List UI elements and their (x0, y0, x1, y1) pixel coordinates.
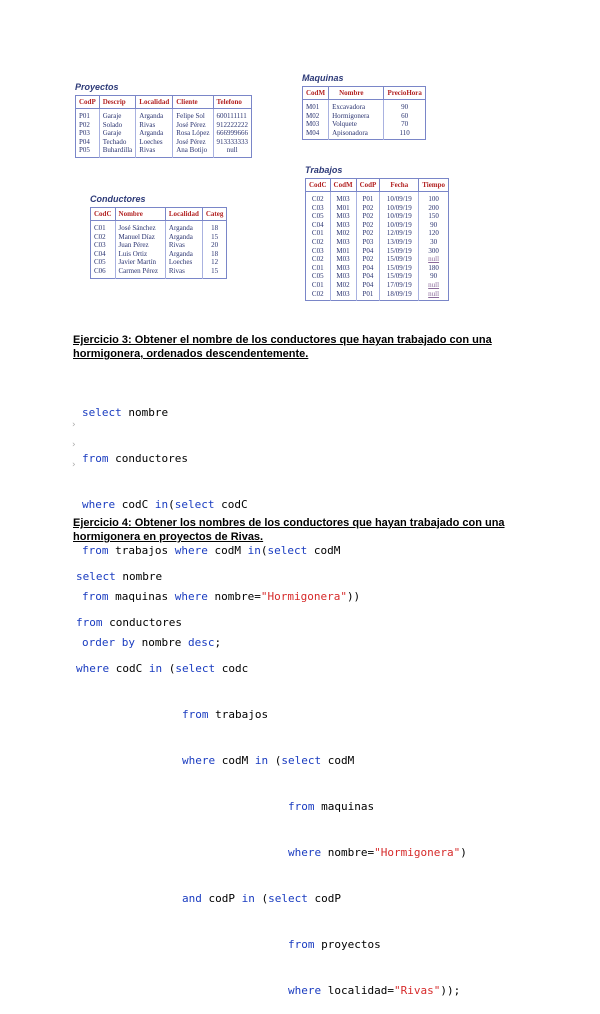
gutter-marker: › (72, 420, 76, 430)
table-cell: Garaje (99, 129, 136, 138)
table-row (76, 138, 252, 147)
table-cell: 20 (211, 241, 219, 250)
table-header-row (306, 179, 449, 192)
table-conductores (90, 194, 227, 279)
column-header: CodP (76, 96, 100, 109)
table-cell: Buhardilla (99, 146, 136, 157)
table-cell: M03 (330, 221, 356, 230)
table-cell: 90 (430, 220, 438, 229)
table-cell: 18 (211, 224, 219, 232)
code-line: order by nombre desc; (82, 636, 222, 649)
column-header: Tiempo (419, 179, 449, 192)
table-row (91, 233, 227, 242)
table-cell: C05 (306, 272, 331, 281)
column-header: Nombre (115, 208, 165, 221)
table-cell: P03 (356, 238, 380, 247)
table-cell: Javier Martín (115, 258, 165, 267)
table-cell: M03 (330, 290, 356, 301)
table-cell: P03 (76, 129, 100, 138)
table-cell: C04 (306, 221, 331, 230)
table-row (306, 247, 449, 256)
table-cell: M01 (303, 100, 329, 112)
exercise-3-heading: Ejercicio 3: Obtener el nombre de los conductores que hayan trabajado con una hormigonera, ordenados descendentemente. (73, 334, 492, 360)
column-header: Categ (202, 208, 227, 221)
table-cell: M03 (330, 272, 356, 281)
column-header: Fecha (380, 179, 419, 192)
code-line: and codP in (select codP (182, 892, 341, 905)
table-header-row (76, 96, 252, 109)
table-row (303, 120, 426, 129)
table-maquinas (302, 73, 426, 140)
table-title: Maquinas (302, 73, 344, 83)
table-proyectos (75, 82, 252, 158)
table-cell: 100 (428, 195, 439, 203)
table-cell: José Pérez (173, 121, 213, 130)
code-line: select nombre (76, 570, 163, 583)
column-header: Telefono (213, 96, 252, 109)
table-cell: Garaje (99, 109, 136, 121)
table-cell: M02 (303, 112, 329, 121)
table-cell: Rivas (136, 121, 173, 130)
table-cell: P04 (356, 264, 380, 273)
table-row (306, 281, 449, 290)
code-line: where codC in(select codC (82, 498, 248, 511)
table-header-row (303, 87, 426, 100)
column-header: Cliente (173, 96, 213, 109)
column-header: CodC (91, 208, 116, 221)
table-cell: Solado (99, 121, 136, 130)
table-cell: M02 (330, 281, 356, 290)
table-cell: P04 (356, 272, 380, 281)
table-cell: M01 (330, 204, 356, 213)
table-cell: Arganda (165, 233, 202, 242)
code-line: where codM in (select codM (182, 754, 355, 767)
table-cell: 912222222 (216, 120, 248, 129)
table-cell: 120 (428, 229, 439, 238)
column-header: Descrip (99, 96, 136, 109)
table-cell: 10/09/19 (380, 192, 419, 204)
table-cell: P01 (356, 290, 380, 301)
table-cell: M04 (303, 129, 329, 140)
code-line: from maquinas where nombre="Hormigonera")) (82, 590, 361, 603)
table-cell: 12 (211, 258, 219, 267)
table-cell: null (226, 146, 238, 155)
table-cell: P02 (356, 229, 380, 238)
table-cell: C05 (91, 258, 116, 267)
column-header: Nombre (329, 87, 384, 100)
table-row (306, 272, 449, 281)
table-cell: 200 (428, 203, 439, 212)
table-cell: P04 (356, 247, 380, 256)
table-cell: C03 (306, 247, 331, 256)
code-line: where nombre="Hormigonera") (288, 846, 467, 859)
table-cell: P04 (356, 281, 380, 290)
table-cell: C01 (306, 264, 331, 273)
table-cell: Hormigonera (329, 112, 384, 121)
table-cell: 13/09/19 (380, 238, 419, 247)
proyectos-table (75, 95, 252, 158)
table-title: Conductores (90, 194, 146, 204)
table-cell: M02 (330, 229, 356, 238)
table-cell: P02 (76, 121, 100, 130)
table-cell: 17/09/19 (380, 281, 419, 290)
table-row (306, 264, 449, 273)
table-cell: Rivas (165, 267, 202, 278)
table-cell: C02 (306, 290, 331, 301)
column-header: CodC (306, 179, 331, 192)
table-row (303, 112, 426, 121)
table-cell: null (428, 280, 440, 289)
table-row (76, 121, 252, 130)
table-cell: Ana Botijo (173, 146, 213, 157)
table-cell: 15 (211, 266, 219, 275)
table-cell: C02 (306, 192, 331, 204)
table-cell: 90 (430, 272, 438, 281)
table-cell: P01 (356, 192, 380, 204)
table-cell: Arganda (165, 221, 202, 233)
table-cell: C02 (306, 255, 331, 264)
table-cell: 60 (401, 111, 409, 120)
table-row (306, 229, 449, 238)
table-cell: Arganda (165, 250, 202, 259)
table-cell: P01 (76, 109, 100, 121)
table-cell: 15/09/19 (380, 247, 419, 256)
table-cell: P05 (76, 146, 100, 157)
table-cell: M03 (330, 255, 356, 264)
table-cell: Rivas (165, 241, 202, 250)
table-cell: M01 (330, 247, 356, 256)
table-cell: Rosa López (173, 129, 213, 138)
table-row (91, 267, 227, 278)
column-header: Localidad (165, 208, 202, 221)
table-cell: 18/09/19 (380, 290, 419, 301)
table-cell: C02 (91, 233, 116, 242)
table-row (76, 146, 252, 157)
table-cell: Manuel Díaz (115, 233, 165, 242)
table-row (306, 192, 449, 204)
table-cell: 12/09/19 (380, 229, 419, 238)
code-line: from trabajos (182, 708, 269, 721)
table-row (91, 221, 227, 233)
table-cell: 913333333 (216, 137, 248, 146)
table-cell: 10/09/19 (380, 221, 419, 230)
table-cell: 10/09/19 (380, 212, 419, 221)
code-line: where localidad="Rivas")); (288, 984, 461, 997)
table-cell: M03 (330, 212, 356, 221)
column-header: CodM (330, 179, 356, 192)
table-cell: 70 (401, 120, 409, 129)
table-cell: null (428, 255, 440, 264)
table-cell: José Pérez (173, 138, 213, 147)
code-line: from maquinas (288, 800, 375, 813)
table-cell: P02 (356, 204, 380, 213)
code-line: select nombre (82, 406, 169, 419)
table-cell: 18 (211, 249, 219, 258)
table-row (306, 212, 449, 221)
table-row (91, 241, 227, 250)
exercise-4-code (76, 541, 467, 1014)
table-row (306, 290, 449, 301)
code-line: from proyectos (288, 938, 381, 951)
table-cell: C02 (306, 238, 331, 247)
conductores-table (90, 207, 227, 279)
column-header: CodM (303, 87, 329, 100)
table-cell: null (428, 289, 440, 298)
table-cell: Loeches (165, 258, 202, 267)
table-cell: P02 (356, 221, 380, 230)
table-row (91, 258, 227, 267)
column-header: CodP (356, 179, 380, 192)
table-row (76, 109, 252, 121)
table-cell: 10/09/19 (380, 204, 419, 213)
table-header-row (91, 208, 227, 221)
table-row (303, 129, 426, 140)
column-header: Localidad (136, 96, 173, 109)
table-cell: Luis Ortiz (115, 250, 165, 259)
table-cell: C03 (306, 204, 331, 213)
table-row (306, 221, 449, 230)
table-title: Trabajos (305, 165, 343, 175)
exercise-4-heading: Ejercicio 4: Obtener los nombres de los conductores que hayan trabajado con una hormigonera en proyectos de Rivas. (73, 517, 505, 543)
table-cell: 15/09/19 (380, 255, 419, 264)
table-cell: P02 (356, 255, 380, 264)
table-cell: Apisonadora (329, 129, 384, 140)
table-cell: Volquete (329, 120, 384, 129)
table-cell: Arganda (136, 109, 173, 121)
table-cell: 110 (399, 128, 410, 137)
table-cell: Loeches (136, 138, 173, 147)
table-row (303, 100, 426, 112)
table-row (306, 255, 449, 264)
table-cell: 30 (430, 237, 438, 246)
code-line: where codC in (select codc (76, 662, 249, 675)
code-line: from conductores (82, 452, 188, 465)
table-cell: C03 (91, 241, 116, 250)
table-title: Proyectos (75, 82, 119, 92)
table-cell: M03 (330, 238, 356, 247)
table-cell: 15 (211, 232, 219, 241)
table-cell: Excavadora (329, 100, 384, 112)
trabajos-table (305, 178, 449, 301)
table-cell: 15/09/19 (380, 264, 419, 273)
table-cell: C01 (306, 229, 331, 238)
table-row (306, 238, 449, 247)
table-cell: Rivas (136, 146, 173, 157)
table-row (76, 129, 252, 138)
table-cell: M03 (303, 120, 329, 129)
table-row (306, 204, 449, 213)
table-cell: 600111111 (216, 112, 247, 120)
code-line: from conductores (76, 616, 182, 629)
table-cell: M03 (330, 264, 356, 273)
table-cell: Carmen Pérez (115, 267, 165, 278)
table-cell: 150 (428, 212, 439, 221)
table-cell: P02 (356, 212, 380, 221)
table-cell: P04 (76, 138, 100, 147)
table-cell: C01 (306, 281, 331, 290)
maquinas-table (302, 86, 426, 140)
gutter-marker: › (72, 460, 76, 470)
table-cell: Felipe Sol (173, 109, 213, 121)
table-cell: 90 (401, 103, 409, 111)
code-line: from trabajos where codM in(select codM (82, 544, 341, 557)
table-cell: C05 (306, 212, 331, 221)
gutter-marker: › (72, 440, 76, 450)
column-header: PrecioHora (384, 87, 425, 100)
table-cell: M03 (330, 192, 356, 204)
table-cell: 15/09/19 (380, 272, 419, 281)
table-cell: C04 (91, 250, 116, 259)
table-cell: Juan Pérez (115, 241, 165, 250)
table-cell: 180 (428, 263, 439, 272)
table-trabajos (305, 165, 449, 301)
table-row (91, 250, 227, 259)
table-cell: José Sánchez (115, 221, 165, 233)
table-cell: 666999666 (216, 129, 248, 138)
table-cell: C06 (91, 267, 116, 278)
table-cell: Arganda (136, 129, 173, 138)
table-cell: 300 (428, 246, 439, 255)
table-cell: Techado (99, 138, 136, 147)
table-cell: C01 (91, 221, 116, 233)
